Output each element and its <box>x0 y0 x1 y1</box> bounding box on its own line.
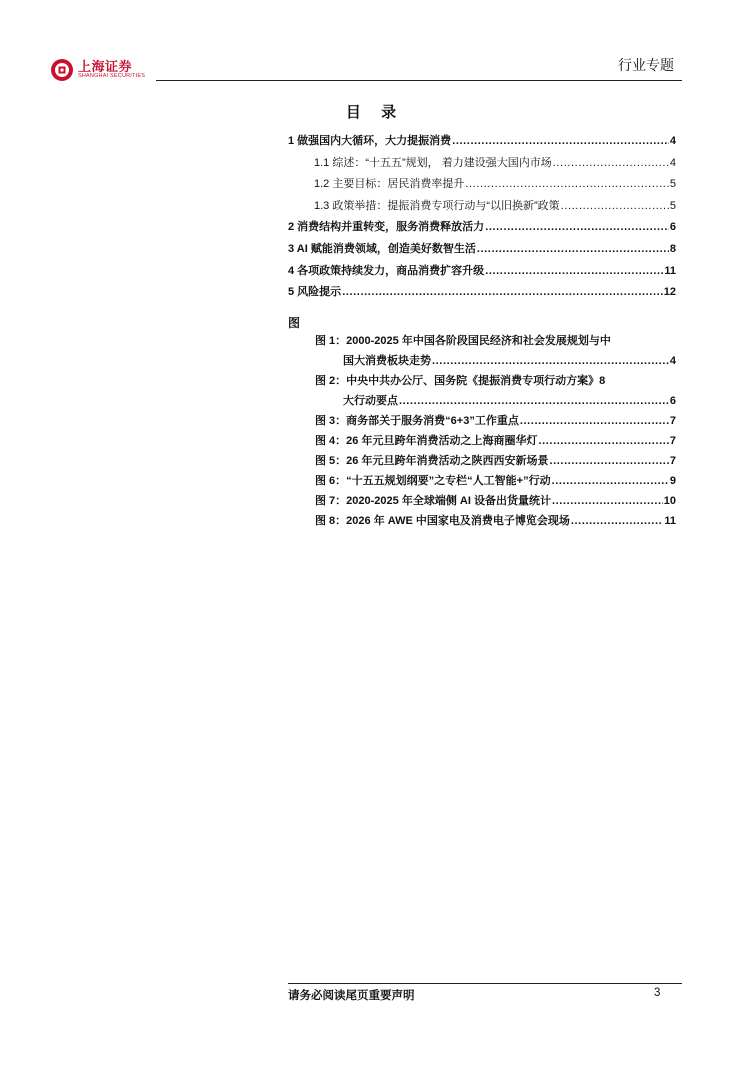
toc-entry-page: 12 <box>663 286 676 299</box>
toc-entry[interactable] <box>288 197 676 219</box>
toc-entry[interactable] <box>288 218 676 240</box>
figure-entry-page: 6 <box>669 395 676 407</box>
toc-entry-label: 3 AI 赋能消费领域，创造美好数智生活 <box>288 242 476 255</box>
figure-leader-dots <box>552 491 663 511</box>
figure-entry-title: 图 2：中央中共办公厅、国务院《提振消费专项行动方案》8 <box>315 375 606 387</box>
figure-entry[interactable] <box>315 451 676 471</box>
toc-entry-page: 8 <box>669 242 676 255</box>
toc-entry[interactable] <box>288 262 676 284</box>
toc-leader-dots <box>452 135 669 147</box>
figure-entry-title: 图 4：26 年元旦跨年消费活动之上海商圈华灯 <box>315 435 538 447</box>
toc-entry-page: 5 <box>669 178 676 191</box>
logo-emblem-icon <box>50 58 74 82</box>
page-number: 3 <box>654 987 661 999</box>
disclaimer-note: 请务必阅读尾页重要声明 <box>288 990 415 1002</box>
figure-entry-title: 图 1：2000-2025 年中国各阶段国民经济和社会发展规划与中 <box>315 335 611 347</box>
figure-leader-dots <box>571 511 663 531</box>
figure-entry-page: 9 <box>669 475 676 487</box>
toc-entry-page: 4 <box>669 156 676 169</box>
figure-entry-page: 4 <box>669 355 676 367</box>
figure-entry-title: 图 5：26 年元旦跨年消费活动之陕西西安新场景 <box>315 455 549 467</box>
logo-text-en: SHANGHAI SECURITIES <box>78 73 146 79</box>
figure-entry-title: 图 7：2020-2025 年全球端侧 AI 设备出货量统计 <box>315 495 551 507</box>
figure-leader-dots <box>399 391 669 411</box>
toc-leader-dots <box>485 265 663 277</box>
toc-entry-label: 1.3 政策举措：提振消费专项行动与“以旧换新”政策 <box>314 199 560 212</box>
figure-entry-page: 7 <box>669 455 676 467</box>
figure-entry-page: 11 <box>664 515 676 527</box>
figure-entry-page: 7 <box>669 415 676 427</box>
toc-leader-dots <box>561 200 669 212</box>
toc-entry-label: 4 各项政策持续发力，商品消费扩容升级 <box>288 264 485 277</box>
footer-divider <box>288 983 682 984</box>
toc-leader-dots <box>342 286 663 298</box>
toc-entry[interactable] <box>288 283 676 305</box>
figure-entry[interactable] <box>315 471 676 491</box>
toc-entry-label: 1 做强国内大循环，大力提振消费 <box>288 135 452 147</box>
page-header <box>0 0 750 84</box>
figure-leader-dots <box>538 431 668 451</box>
figure-entry-title: 图 8：2026 年 AWE 中国家电及消费电子博览会现场 <box>315 515 570 527</box>
figure-entry[interactable] <box>315 511 676 531</box>
table-of-contents <box>288 132 676 305</box>
toc-entry-label: 5 风险提示 <box>288 286 342 299</box>
figure-entry[interactable] <box>315 371 676 411</box>
toc-entry[interactable] <box>288 240 676 262</box>
toc-entry-page: 11 <box>664 264 676 277</box>
toc-leader-dots <box>477 243 669 255</box>
figure-entry[interactable] <box>315 411 676 431</box>
figure-entry-title-cont: 大行动要点 <box>343 395 398 407</box>
company-logo <box>50 58 150 88</box>
header-divider <box>156 80 682 81</box>
toc-entry[interactable] <box>288 132 676 154</box>
toc-entry-page: 5 <box>669 199 676 212</box>
toc-leader-dots <box>553 157 669 169</box>
figure-leader-dots <box>520 411 669 431</box>
toc-entry[interactable] <box>288 175 676 197</box>
toc-entry-label: 1.2 主要目标：居民消费率提升 <box>314 178 465 191</box>
figure-list <box>315 331 676 531</box>
figure-entry-page: 10 <box>663 495 676 507</box>
toc-entry[interactable] <box>288 154 676 176</box>
figure-entry-title: 图 3：商务部关于服务消费“6+3”工作重点 <box>315 415 519 427</box>
figure-leader-dots <box>552 471 669 491</box>
figure-entry-page: 7 <box>669 435 676 447</box>
figure-leader-dots <box>549 451 668 471</box>
toc-heading: 目 录 <box>345 104 405 121</box>
toc-entry-label: 1.1 综述：“十五五”规划， 着力建设强大国内市场 <box>314 156 552 169</box>
logo-text-cn: 上海证券 <box>78 59 133 74</box>
toc-leader-dots <box>485 221 669 233</box>
figure-entry[interactable] <box>315 491 676 511</box>
figure-entry-title: 图 6：“十五五规划纲要”之专栏“人工智能+”行动 <box>315 475 551 487</box>
figure-entry[interactable] <box>315 431 676 451</box>
report-section-title: 行业专题 <box>618 57 674 73</box>
figure-leader-dots <box>432 351 669 371</box>
figure-entry[interactable] <box>315 331 676 371</box>
toc-entry-page: 6 <box>669 221 676 234</box>
figure-entry-title-cont: 国大消费板块走势 <box>343 355 431 367</box>
toc-leader-dots <box>465 178 669 190</box>
toc-entry-label: 2 消费结构并重转变，服务消费释放活力 <box>288 221 485 234</box>
toc-entry-page: 4 <box>669 135 676 147</box>
figure-list-heading: 图 <box>288 316 301 330</box>
